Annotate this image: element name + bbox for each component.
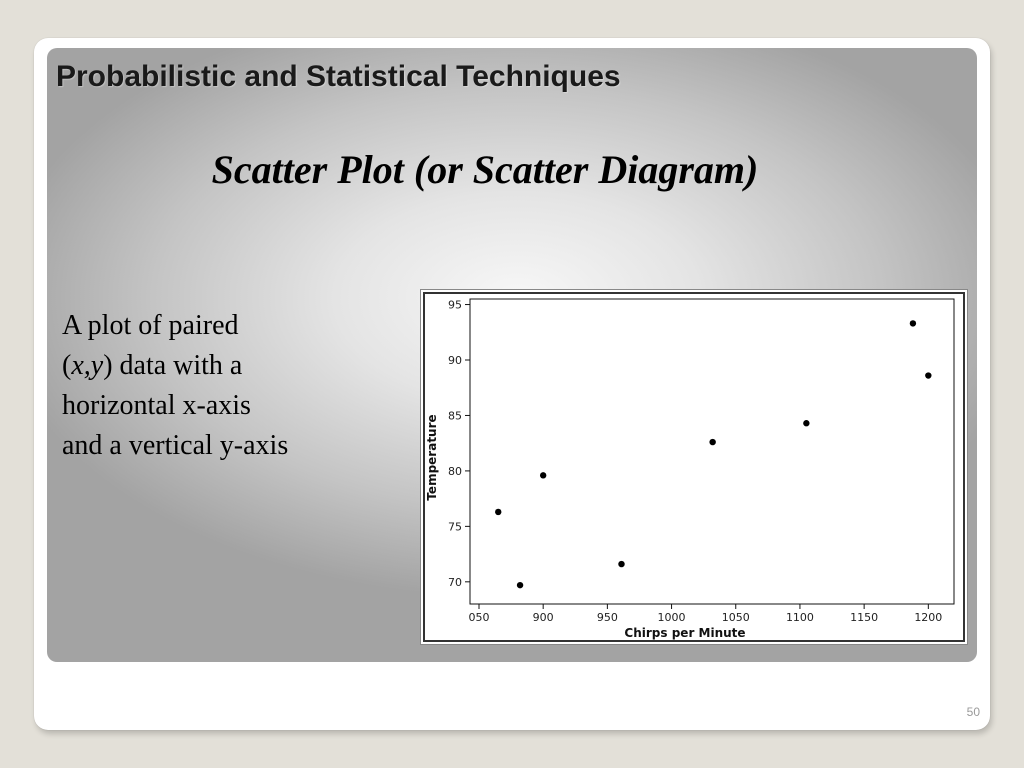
- y-tick-label: 85: [448, 409, 462, 423]
- slide-subtitle: Scatter Plot (or Scatter Diagram): [211, 147, 759, 192]
- data-point: [495, 509, 501, 515]
- description-text: [62, 306, 392, 466]
- x-tick-label: 050: [468, 611, 490, 624]
- y-tick-label: 95: [448, 298, 462, 312]
- x-tick-label: 900: [532, 611, 554, 624]
- description-line-4: and a vertical y-axis: [62, 430, 289, 461]
- x-tick-label: 1000: [657, 611, 686, 624]
- x-tick-label: 1150: [850, 611, 879, 624]
- data-point: [925, 372, 931, 378]
- plot-area: [470, 299, 954, 604]
- y-tick-label: 90: [448, 354, 462, 367]
- scatter-chart: [420, 289, 968, 645]
- x-tick-label: 950: [596, 611, 618, 624]
- x-tick-label: 1100: [785, 611, 814, 624]
- variables-xy: x,y: [71, 350, 104, 381]
- scatter-chart-svg: [421, 290, 967, 644]
- open-paren: (: [62, 350, 72, 381]
- data-point: [709, 439, 715, 445]
- data-point: [618, 561, 624, 567]
- data-point: [517, 582, 523, 588]
- page-number: 50: [966, 705, 980, 719]
- y-tick-label: 80: [448, 464, 462, 478]
- data-point: [803, 420, 809, 426]
- x-tick-label: 1200: [914, 611, 943, 624]
- description-line-3: horizontal x-axis: [62, 390, 251, 421]
- x-tick-label: 1050: [721, 611, 750, 624]
- data-point: [540, 472, 546, 478]
- x-axis-title: Chirps per Minute: [624, 626, 746, 640]
- description-line-1: A plot of paired: [62, 310, 239, 341]
- description-line-2: [62, 346, 392, 386]
- y-tick-label: 75: [448, 520, 462, 534]
- description-line-2-rest: ) data with a: [103, 350, 243, 381]
- slide-heading: Probabilistic and Statistical Techniques: [56, 60, 621, 93]
- y-tick-label: 70: [448, 575, 462, 589]
- data-point: [910, 320, 916, 326]
- y-axis-title: Temperature: [425, 414, 439, 501]
